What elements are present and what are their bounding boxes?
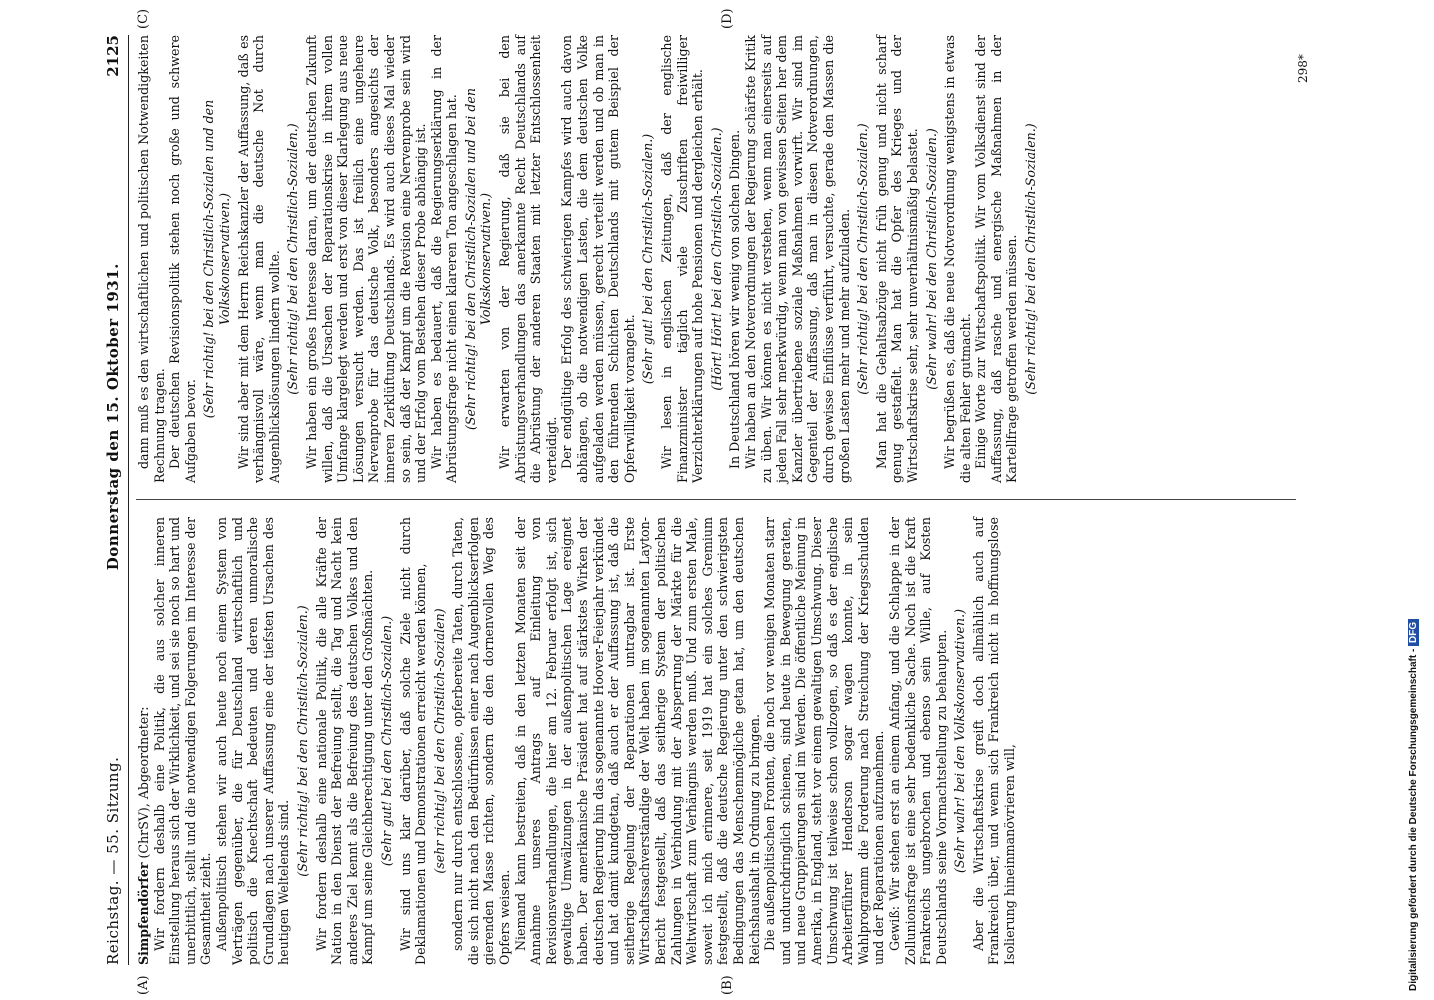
right-column xyxy=(136,35,1042,483)
paragraph: Wir erwarten von der Regierung, daß sie bei den Abrüstungsverhandlungen das anerkannte Recht Deutschlands auf die Abrüstung der anderen Staaten mit letzter Entschlossenheit verteidigt. xyxy=(497,35,559,483)
paragraph: Wir sind uns klar darüber, daß solche Ziele nicht durch Deklamationen und Demonstrationen erreicht werden können, xyxy=(397,517,429,965)
paragraph: sondern nur durch entschlossene, opferbereite Taten, durch Taten, die sich nicht nach den Bedürfnissen einer nach Augenblickserfolgen gierenden Masse richten, sondern die den dornenvollen Weg des Opfers weisen. xyxy=(450,517,513,965)
paragraph: dann muß es den wirtschaftlichen und politischen Notwendigkeiten Rechnung tragen. xyxy=(136,35,167,483)
paragraph: Der endgültige Erfolg des schwierigen Kampfes wird auch davon abhängen, ob die notwendigen Lasten, die dem deutschen Volke aufgeladen werden müssen, gerecht verteilt werden und ob man in den führenden Schichten Deutschlands mit gutem Beispiel der Opferwilligkeit vorangeht. xyxy=(559,35,637,483)
speaker-line xyxy=(136,517,152,965)
paragraph: Gewiß: Wir stehen erst an einem Anfang, und die Schlappe in der Zollunionsfrage ist eine sehr bedenkliche Sache. Noch ist die Kraft Frankreichs ungebrochen und ebenso sein Wille, auf Kosten Deutschlands seine Vormachtstellung zu behaupten. xyxy=(886,517,949,965)
paragraph: Niemand kann bestreiten, daß in den letzten Monaten seit der Annahme unseres Antrags auf Einleitung von Revisionsverhandlungen, die hier am 12. Februar erfolgt ist, sich gewaltige Umwälzungen in der außenpolitischen Lage ereignet haben. Der amerikanische Präsident hat auf stärkstes Wirken der deutschen Regierung hin das sogenannte Hoover-Feierjahr verkündet und hat damit kundgetan, daß auch er der Auffassung ist, daß die seitherige Regelung der Reparationen untragbar ist. Erste Wirtschaftssachverständige der Welt haben im sogenannten Layton-Bericht festgestellt, daß das seitherige System der politischen Zahlungen in Verbindung mit der Absperrung der Märkte für die Weltwirtschaft zum Verhängnis werden muß. Und zum ersten Male, soweit ich mich erinnere, seit 1919 hat ein solches Gremium festgestellt, daß die deutsche Regierung unter den schwierigsten Bedingungen das Menschenmögliche getan hat, um den deutschen Reichshaushalt in Ordnung zu bringen. xyxy=(512,517,762,965)
paragraph: Man hat die Gehaltsabzüge nicht früh genug und nicht scharf genug gestaffelt. Man hat die Opfer des Krieges und der Wirtschaftskrise sehr, sehr unverhältnismäßig belastet. xyxy=(873,35,920,483)
paragraph: Wir haben es bedauert, daß die Regierungserklärung in der Abrüstungsfrage nicht einen klareren Ton angeschlagen hat. xyxy=(428,35,460,483)
margin-letter-c: (C) xyxy=(136,8,151,29)
digitization-note xyxy=(1408,6,1430,996)
running-head-left: Reichstag. — 55. Sitzung. xyxy=(104,756,122,965)
left-column xyxy=(136,517,1018,965)
paragraph: Der deutschen Revisionspolitik stehen noch große und schwere Aufgaben bevor. xyxy=(167,35,198,483)
interjection: (Sehr wahr! bei den Christlich-Sozialen.) xyxy=(923,128,939,390)
paragraph: Wir haben ein großes Interesse daran, um der deutschen Zukunft willen, daß die Ursachen der Reparationskrise in ihrem vollen Umfange klargelegt werden und erst von dieser Klarlegung aus neue Lösungen versucht werden. Das ist freilich eine ungeheure Nervenprobe für das deutsche Volk, besonders angesichts der inneren Zerklüftung Deutschlands. Es wird auch dieses Mal wieder so sein, daß der Kampf um die Revision eine Nervenprobe sein wird und der Erfolg vom Bestehen dieser Probe abhängig ist. xyxy=(303,35,429,483)
margin-letter-b: (B) xyxy=(720,975,735,995)
header-rule xyxy=(128,35,129,965)
paragraph: Einige Worte zur Wirtschaftspolitik. Wir vom Volksdienst sind der Auffassung, daß rasche und energische Maßnahmen in der Kartellfrage getroffen werden müssen. xyxy=(973,35,1020,483)
interjection: (Sehr richtig! bei den Christlich-Sozialen.) xyxy=(1023,123,1039,395)
margin-letter-d: (D) xyxy=(720,8,735,29)
interjection: (Sehr richtig! bei den Christlich-Sozialen und den Volkskonservativen.) xyxy=(201,99,232,419)
paragraph: Wir fordern deshalb eine Politik, die aus solcher inneren Einstellung heraus sich der Wirklichkeit, und sei sie noch so hart und unerbittlich, stellt und die notwendigen Folgerungen im Interesse der Gesamtheit zieht. xyxy=(151,517,214,965)
paragraph: Wir lesen in englischen Zeitungen, daß der englische Finanzminister täglich viele Zuschriften freiwilliger Verzichterklärungen auf hohe Pensionen und dergleichen erhält. xyxy=(659,35,706,483)
paragraph: Außenpolitisch stehen wir auch heute noch einem System von Verträgen gegenüber, die für Deutschland wirtschaftlich und politisch die Knechtschaft bedeuten und deren unmoralische Grundlagen nach unserer Auffassung eine der tiefsten Ursachen des heutigen Weltelends sind. xyxy=(213,517,292,965)
digitization-text: Digitalisierung gefördert durch die Deutsche Forschungsgemeinschaft - xyxy=(1408,648,1419,991)
interjection: (sehr richtig! bei den Christlich-Sozialen) xyxy=(431,608,447,874)
interjection: (Sehr gut! bei den Christlich-Sozialen.) xyxy=(378,615,394,867)
interjection: (Sehr richtig! bei den Christlich-Sozialen.) xyxy=(294,605,310,877)
interjection: (Hört! Hört! bei den Christlich-Sozialen.) xyxy=(708,127,724,391)
speaker-name: Simpfendörfer xyxy=(136,862,151,965)
interjection: (Sehr richtig! bei den Christlich-Sozialen.) xyxy=(285,123,301,395)
rotated-page xyxy=(100,8,1320,995)
margin-letter-a: (A) xyxy=(136,975,151,995)
paragraph: Aber die Wirtschaftskrise greift doch allmählich auch auf Frankreich über, und wenn sich Frankreich nicht in hoffnungslose Isolierung hineinmanövrieren will, xyxy=(970,517,1018,965)
paragraph: Die außenpolitischen Fronten, die noch vor wenigen Monaten starr und undurchdringlich schienen, sind heute in Bewegung geraten, und neue Gruppierungen sind im Werden. Die öffentliche Meinung in Amerika, in England, steht vor einem gewaltigen Umschwung. Dieser Umschwung ist teilweise schon vollzogen, so daß es der englische Arbeiterführer Henderson sogar wagen konnte, in sein Wahlprogramm die Forderung nach Streichung der Kriegsschulden und der Reparationen aufzunehmen. xyxy=(762,517,887,965)
signature-mark: 298* xyxy=(1296,54,1310,83)
column-divider xyxy=(136,499,1296,500)
interjection: (Sehr richtig! bei den Christlich-Sozialen.) xyxy=(855,123,871,395)
speaker-affiliation: (ChrSV), Abgeordneter: xyxy=(136,706,151,863)
dfg-logo: DFG xyxy=(1408,619,1419,646)
paragraph: Wir fordern deshalb eine nationale Politik, die alle Kräfte der Nation in den Dienst der Befreiung stellt, die Tag und Nacht kein anderes Ziel kennt als die Befreiung des deutschen Volkes und den Kampf um seine Gleichberechtigung unter den Großmächten. xyxy=(313,517,376,965)
paragraph: Wir begrüßen es, daß die neue Notverordnung wenigstens in etwas die alten Fehler gutmacht. xyxy=(942,35,973,483)
interjection: (Sehr richtig! bei den Christlich-Sozialen und bei den Volkskonservativen.) xyxy=(462,88,494,430)
paragraph: In Deutschland hören wir wenig von solchen Dingen. xyxy=(727,129,743,469)
page-number: 2125 xyxy=(104,35,122,77)
interjection: (Sehr gut! bei den Christlich-Sozialen.) xyxy=(640,133,656,385)
interjection: (Sehr wahr! bei den Volkskonservativen.) xyxy=(952,609,968,873)
running-head-date: Donnerstag den 15. Oktober 1931. xyxy=(104,263,122,571)
running-head xyxy=(100,35,126,965)
paragraph: Wir sind aber mit dem Herrn Reichskanzler der Auffassung, daß es verhängnisvoll wäre, wenn man die deutsche Not durch Augenblickslösungen lindern wollte. xyxy=(235,35,282,483)
paragraph: Wir haben an den Notverordnungen der Regierung schärfste Kritik zu üben. Wir können es nicht verstehen, wenn man einerseits auf jeden Fall sehr merkwürdig, wenn man von gewissen Seiten her dem Kanzler übertriebene soziale Maßnahmen vorwirft. Wir sind im Gegenteil der Auffassung, daß man in diesen Notverordnungen, durch gewisse Einflüsse verführt, versuchte, gerade den Massen die großen Lasten mehr und mehr aufzuladen. xyxy=(742,35,852,483)
